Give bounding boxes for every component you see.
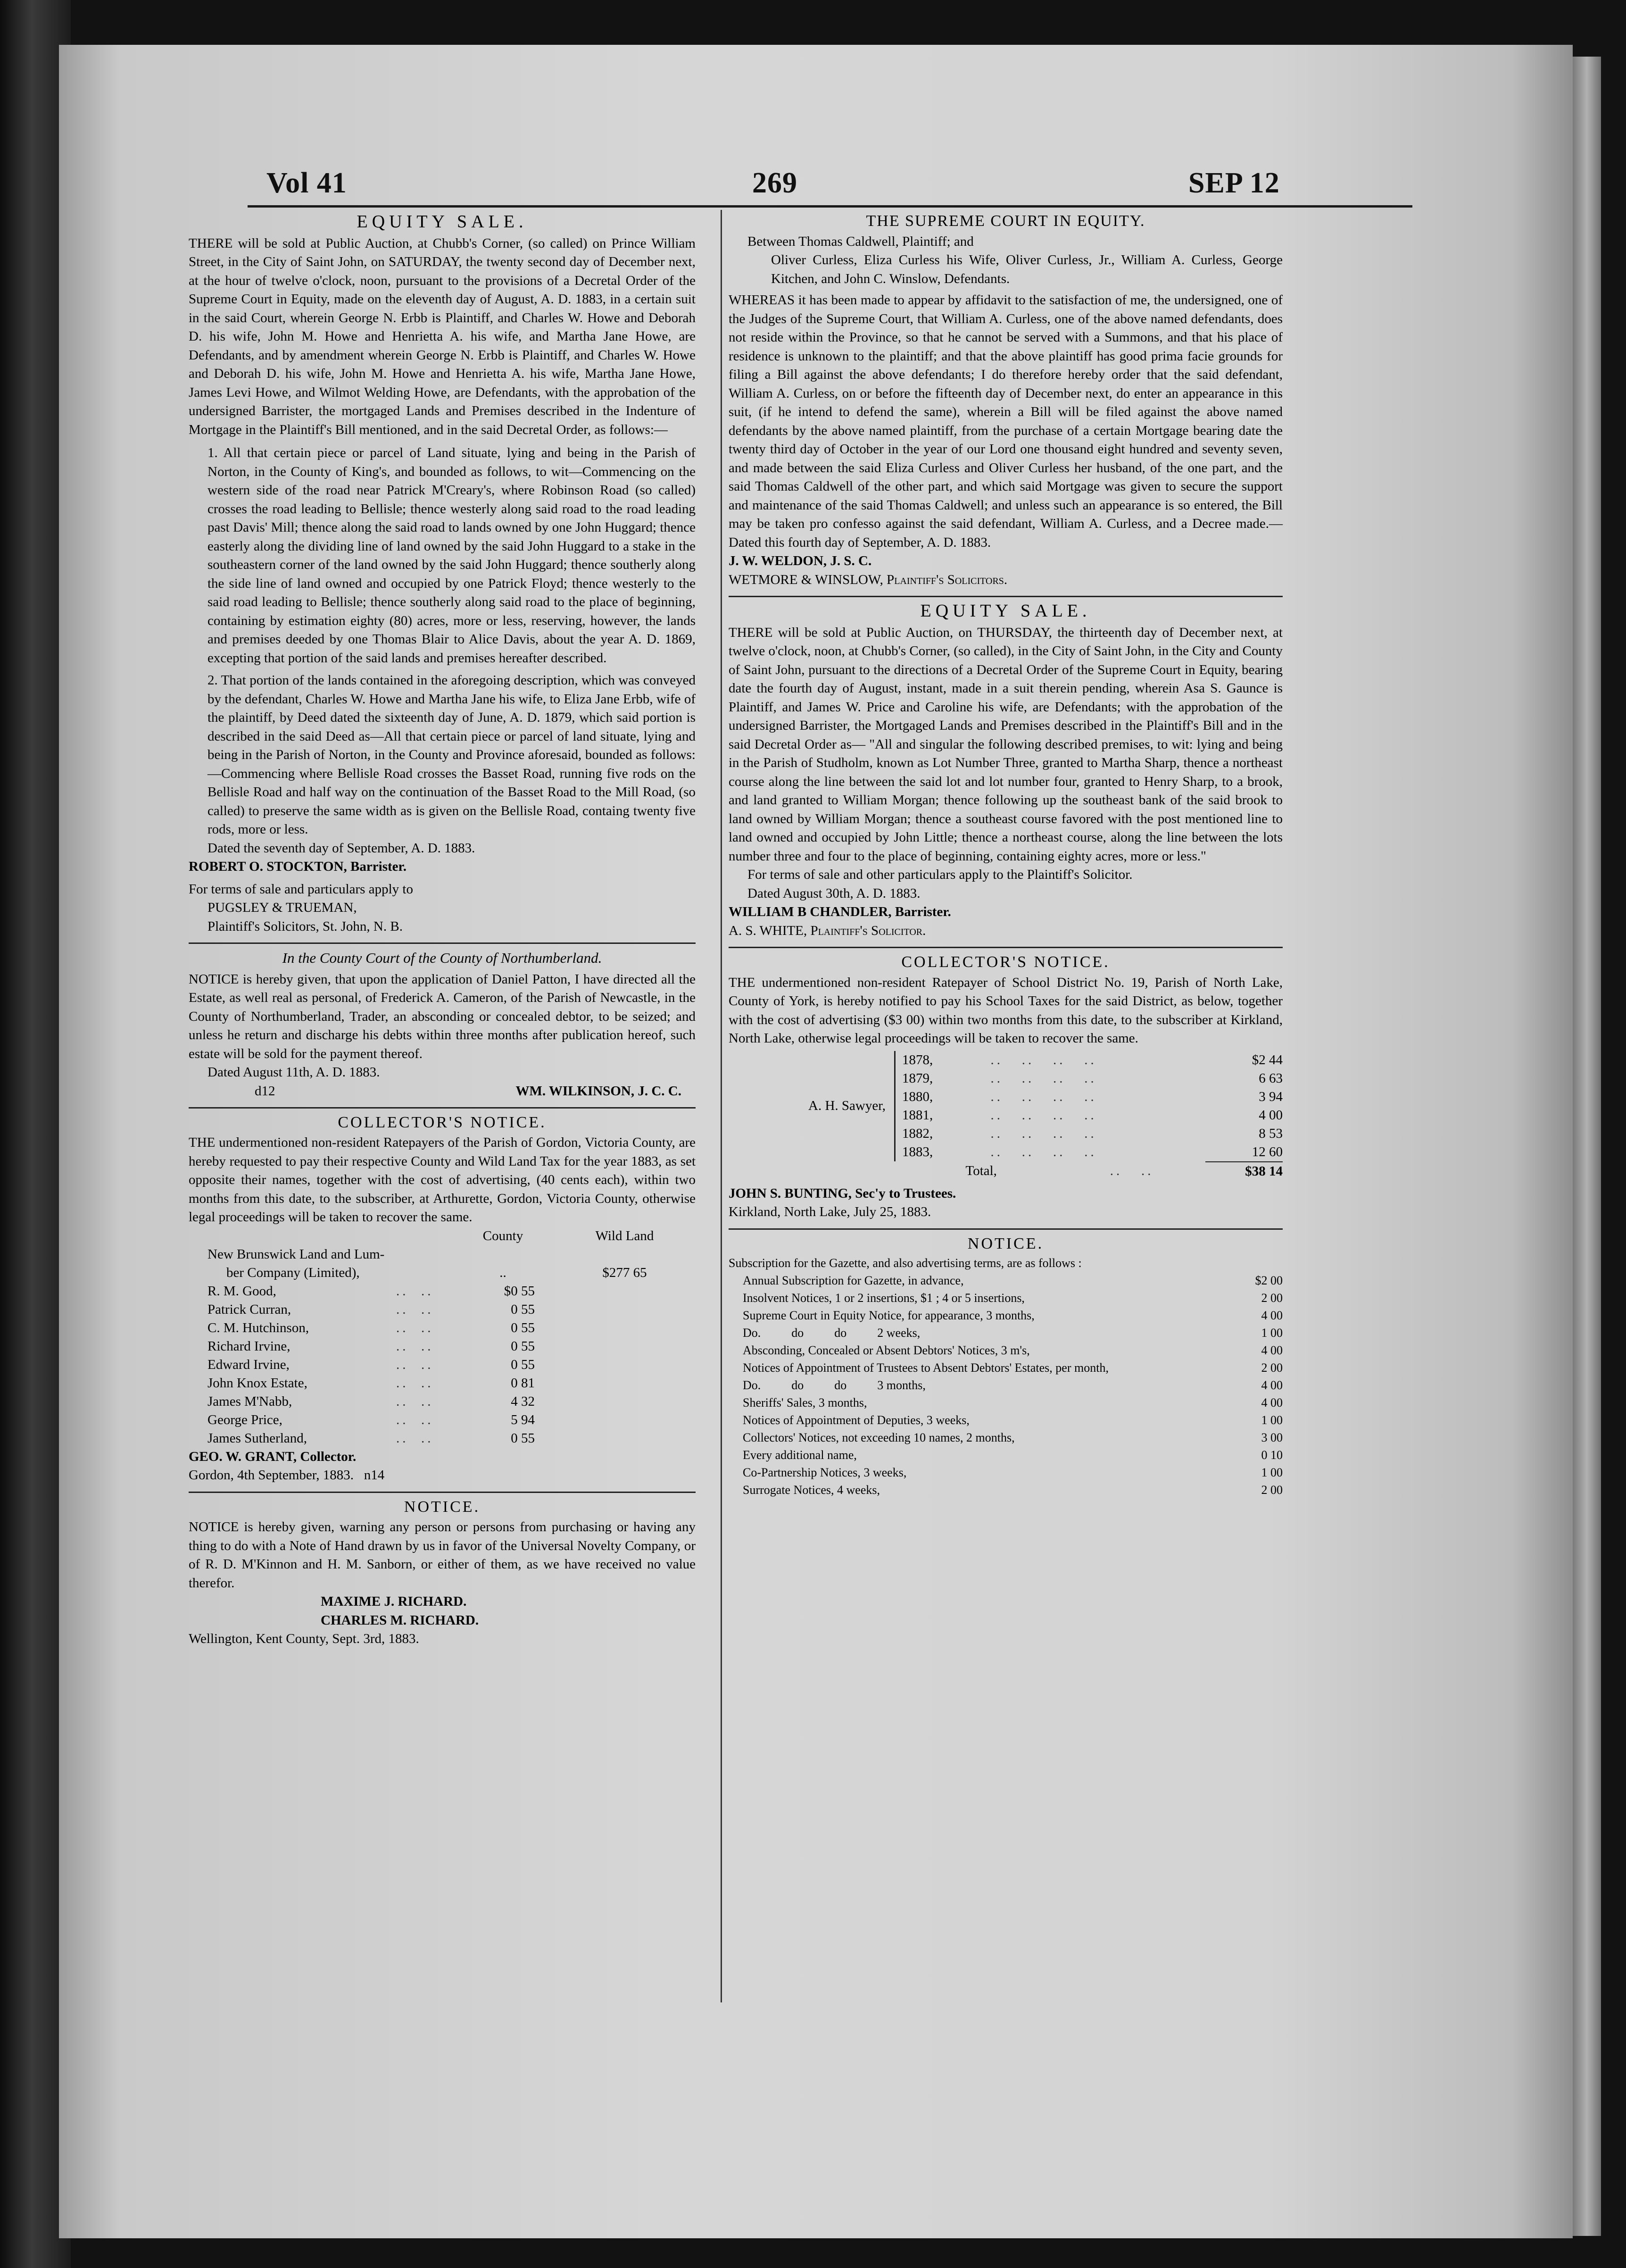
notice-title: NOTICE.: [404, 1498, 481, 1516]
equity-sale-firm: PUGSLEY & TRUEMAN,: [207, 900, 357, 915]
fee-item: Co-Partnership Notices, 3 weeks,: [743, 1466, 907, 1479]
fee-item: Absconding, Concealed or Absent Debtors' Notices, 3 m's,: [743, 1343, 1030, 1357]
table-row: [729, 1272, 1283, 1289]
table-row: [189, 1245, 696, 1264]
supreme-court-parties-2: Oliver Curless, Eliza Curless his Wife, Oliver Curless, Jr., William A. Curless, George Kitchen, and John C. Winslow, Defendants.: [771, 252, 1283, 286]
page-edge: [1573, 57, 1601, 2236]
ratepayer-name: Richard Irvine,: [207, 1338, 290, 1354]
county-tax-amount: 0 55: [511, 1320, 535, 1335]
company-line2: ber Company (Limited),: [226, 1265, 360, 1280]
collectors-notice2-place-date: Kirkland, North Lake, July 25, 1883.: [729, 1204, 931, 1219]
table-row: 1882, .. .. .. .. 8 53: [902, 1125, 1283, 1143]
equity-sale2-dated: Dated August 30th, A. D. 1883.: [747, 885, 921, 901]
tax-amount: 6 63: [1259, 1070, 1283, 1086]
table-row: [729, 1289, 1283, 1307]
table-row: Richard Irvine, .. .. 0 55: [189, 1337, 696, 1356]
company-wild-amount: $277 65: [602, 1265, 647, 1280]
county-tax-amount: 0 55: [511, 1357, 535, 1372]
county-tax-amount: 0 55: [511, 1338, 535, 1354]
table-row: [729, 1359, 1283, 1376]
notice-place-date: Wellington, Kent County, Sept. 3rd, 1883.: [189, 1631, 419, 1646]
fee-item: Sheriffs' Sales, 3 months,: [743, 1396, 867, 1409]
equity-sale2-solicitor: A. S. WHITE, Plaintiff's Solicitor.: [729, 923, 926, 938]
section-divider: [729, 947, 1283, 948]
county-court-signature-row: [189, 1082, 696, 1101]
section-divider: [189, 942, 696, 944]
supreme-court-parties-1: Between Thomas Caldwell, Plaintiff; and: [747, 233, 974, 249]
fee-price: 1 00: [1261, 1326, 1283, 1340]
table-row: [729, 1464, 1283, 1481]
collectors-notice-code: n14: [364, 1468, 385, 1483]
fee-item: Every additional name,: [743, 1448, 857, 1462]
supreme-court-signature: J. W. WELDON, J. S. C.: [729, 553, 872, 568]
equity-sale-title: EQUITY SALE.: [357, 212, 528, 232]
fee-price: 1 00: [1261, 1413, 1283, 1427]
table-row: 1878, .. .. .. .. $2 44: [902, 1051, 1283, 1069]
fee-price: 4 00: [1261, 1378, 1283, 1392]
gazette-fee-table: [729, 1272, 1283, 1499]
school-tax-rows: [902, 1051, 1283, 1161]
ratepayer-name: John Knox Estate,: [207, 1375, 307, 1391]
ratepayer-name: James Sutherland,: [207, 1430, 307, 1446]
tax-year: 1882,: [902, 1126, 933, 1141]
right-column: [729, 210, 1283, 1499]
supreme-court-solicitors: WETMORE & WINSLOW, Plaintiff's Solicitors.: [729, 572, 1008, 587]
notice-signature-2: CHARLES M. RICHARD.: [321, 1612, 479, 1628]
ratepayer-name: C. M. Hutchinson,: [207, 1320, 309, 1335]
equity-sale-para2: 2. That portion of the lands contained in the aforegoing description, which was conveyed by the defendant, Charles W. Howe and Martha Jane his wife, to Eliza Jane Erbb, wife of the plaintiff, by Deed dated the sixteenth day of June, A. D. 1879, which said portion is described in the said Deed as—All that certain piece or parcel of land situate, lying and being in the Parish of Norton, in the County and Province aforesaid, bounded as follows:—Commencing where Bellisle Road crosses the Basset Road, running five rods on the Bellisle Road and half way on the continuation of the Basset Road to the Mill Road, (so called) to preserve the same width as is given on the Bellisle Road, containg twenty five rods, more or less.: [207, 673, 696, 837]
total-label: Total,: [965, 1163, 997, 1178]
collectors-notice-title: COLLECTOR'S NOTICE.: [338, 1113, 547, 1131]
equity-sale-terms: For terms of sale and particulars apply to: [189, 881, 413, 897]
table-row: [729, 1446, 1283, 1464]
ratepayer-name: A. H. Sawyer,: [808, 1098, 886, 1113]
county-court-code: d12: [255, 1083, 275, 1099]
tax-year: 1880,: [902, 1089, 933, 1104]
fee-item: Surrogate Notices, 4 weeks,: [743, 1483, 880, 1497]
table-row: [729, 1429, 1283, 1446]
fee-price: 2 00: [1261, 1483, 1283, 1497]
equity-sale-signature: ROBERT O. STOCKTON, Barrister.: [189, 859, 406, 874]
notice2-title: NOTICE.: [967, 1234, 1044, 1252]
table-row: 1881, .. .. .. .. 4 00: [902, 1106, 1283, 1125]
left-column: [189, 210, 696, 1649]
col-wild-header: Wild Land: [595, 1228, 654, 1243]
section-divider: [729, 1228, 1283, 1230]
table-row: [729, 1394, 1283, 1411]
equity-sale2-title: EQUITY SALE.: [920, 601, 1091, 621]
fee-price: 2 00: [1261, 1361, 1283, 1375]
notice2-intro: Subscription for the Gazette, and also advertising terms, are as follows :: [729, 1256, 1082, 1270]
county-tax-amount: 5 94: [511, 1412, 535, 1427]
equity-sale-para1: 1. All that certain piece or parcel of Land situate, lying and being in the Parish of Norton, in the County of King's, and bounded as follows, to wit—Commencing on the western side of the road near Patrick M'Creary's, where Robinson Road (so called) crosses the road leading to Bellisle; thence westerly along said road to the road leading past Davis' Mill; thence along the said road to lands owned by one John Huggard; thence easterly along the dividing line of land owned by the said John Huggard to a stake in the southeastern corner of the land owned by the said John Huggard; thence southerly along the side line of land owned and occupied by one Patrick Floyd; thence westerly to the said road leading to Bellisle; thence southerly along said road to the place of beginning, containing by estimation eighty (80) acres, more or less, reserving, however, the lands and premises deeded by one Thomas Blair to Alice Davis, about the year A. D. 1869, excepting that portion of the said lands and premises hereafter described.: [207, 445, 696, 666]
county-tax-amount: $0 55: [504, 1283, 535, 1299]
county-court-heading: In the County Court of the County of Northumberland.: [282, 950, 602, 966]
table-row: 1879, .. .. .. .. 6 63: [902, 1069, 1283, 1088]
fee-item: Notices of Appointment of Deputies, 3 weeks,: [743, 1413, 970, 1427]
fee-item: Do. do do 2 weeks,: [743, 1326, 921, 1340]
fee-item: Insolvent Notices, 1 or 2 insertions, $1 ; 4 or 5 insertions,: [743, 1291, 1025, 1305]
table-row: Total, .. .. $38 14: [729, 1161, 1283, 1181]
company-line1: New Brunswick Land and Lum-: [207, 1246, 385, 1262]
supreme-court-title: THE SUPREME COURT IN EQUITY.: [866, 212, 1145, 230]
header-rule: [248, 205, 1412, 208]
tax-year: 1881,: [902, 1107, 933, 1123]
section-divider: [189, 1492, 696, 1493]
fee-item: Supreme Court in Equity Notice, for appearance, 3 months,: [743, 1309, 1035, 1322]
fee-price: 4 00: [1261, 1396, 1283, 1409]
ratepayer-name: Patrick Curran,: [207, 1301, 291, 1317]
county-tax-amount: 4 32: [511, 1393, 535, 1409]
equity-sale-intro: THERE will be sold at Public Auction, at Chubb's Corner, (so called) on Prince William Street, in the City of Saint John, on SATURDAY, the twenty second day of December next, at the hour of twelve o'clock, noon, pursuant to the provisions of a Decretal Order of the Supreme Court in Equity, made on the eleventh day of August, A. D. 1883, in a certain suit in the said Court, wherein George N. Erbb is Plaintiff, and Charles W. Howe and Deborah D. his wife, John M. Howe and Henrietta A. his wife, and Martha Jane Howe, are Defendants, and by amendment wherein George N. Erbb is Plaintiff, and Charles W. Howe and Deborah D. his wife, John M. Howe and Henrietta A. his wife, Martha Jane Howe, James Levi Howe, and Wilmot Welding Howe, are Defendants, with the approbation of the undersigned Barrister, the mortgaged Lands and Premises described in the Indenture of Mortgage in the Plaintiff's Bill mentioned, and in the said Decretal Order, as follows:—: [189, 235, 696, 437]
equity-sale2-body: THERE will be sold at Public Auction, on THURSDAY, the thirteenth day of December next, at twelve o'clock, noon, at Chubb's Corner, (so called), in the City of Saint John, in the City and County of Saint John, pursuant to the directions of a Decretal Order of the Supreme Court in Equity, bearing date the fourth day of August, instant, made in a suit therein pending, wherein Asa S. Gaunce is Plaintiff, and James W. Price and Caroline his wife, are Defendants; with the approbation of the undersigned Barrister, the Mortgaged Lands and Premises described in the Plaintiff's Bill and in the said Decretal Order as— "All and singular the following described premises, to wit: lying and being in the Parish of Studholm, known as Lot Number Three, granted to Martha Sharp, thence a northeast course along the line between the said lot and lot number four, granted to Henry Sharp, to a brook, and land granted to William Morgan; thence following up the southeast bank of the said brook to land owned by William Morgan; thence a southeast course favored with the post mentioned line to land owned and occupied by John Little; thence a northeast course, along the line between the lots number three and four to the place of beginning, containing eighty acres, more or less.": [729, 625, 1283, 864]
table-row: R. M. Good, .. .. $0 55: [189, 1282, 696, 1301]
equity-sale-firm-role: Plaintiff's Solicitors, St. John, N. B.: [207, 918, 403, 934]
fee-price: $2 00: [1255, 1274, 1283, 1287]
equity-sale2-terms: For terms of sale and other particulars apply to the Plaintiff's Solicitor.: [747, 867, 1133, 882]
section-divider: [189, 1107, 696, 1109]
ratepayer-name: Edward Irvine,: [207, 1357, 290, 1372]
county-court-body: NOTICE is hereby given, that upon the application of Daniel Patton, I have directed all the Estate, as well real as personal, of Frederick A. Cameron, of the Parish of Newcastle, in the County of Northumberland, Trader, an absconding or concealed debtor, to be seized; and unless he return and discharge his debts within three months after publication hereof, such estate will be sold for the payment thereof.: [189, 971, 696, 1061]
notice-signature-1: MAXIME J. RICHARD.: [321, 1594, 467, 1609]
tax-amount: 4 00: [1259, 1107, 1283, 1123]
collectors-notice-signature: GEO. W. GRANT, Collector.: [189, 1449, 357, 1464]
county-tax-amount: 0 55: [511, 1301, 535, 1317]
collectors-notice2-signature: JOHN S. BUNTING, Sec'y to Trustees.: [729, 1185, 956, 1201]
fee-item: Notices of Appointment of Trustees to Absent Debtors' Estates, per month,: [743, 1361, 1109, 1375]
collectors-notice-place-date: Gordon, 4th September, 1883.: [189, 1468, 354, 1483]
county-court-dated: Dated August 11th, A. D. 1883.: [207, 1065, 380, 1080]
county-court-signature: WM. WILKINSON, J. C. C.: [515, 1083, 681, 1099]
fee-price: 4 00: [1261, 1309, 1283, 1322]
column-divider: [721, 210, 722, 2002]
table-row: 1880, .. .. .. .. 3 94: [902, 1088, 1283, 1106]
table-row: 1883, .. .. .. .. 12 60: [902, 1143, 1283, 1161]
fee-price: 3 00: [1261, 1431, 1283, 1444]
fee-item: Do. do do 3 months,: [743, 1378, 926, 1392]
table-row: [729, 1376, 1283, 1394]
fee-price: 0 10: [1261, 1448, 1283, 1462]
equity-sale-dated: Dated the seventh day of September, A. D. 1883.: [207, 840, 475, 856]
collectors-notice2-body: THE undermentioned non-resident Ratepayer of School District No. 19, Parish of North Lake, County of York, is hereby notified to pay his School Taxes for the said District, as below, together with the cost of advertising ($3 00) within two months from this date, to the subscriber at Kirkland, North Lake, otherwise legal proceedings will be taken to recover the same.: [729, 975, 1283, 1046]
collectors-notice2-title: COLLECTOR'S NOTICE.: [901, 953, 1110, 971]
table-row: [729, 1481, 1283, 1499]
fee-price: 4 00: [1261, 1343, 1283, 1357]
tax-amount: 3 94: [1259, 1089, 1283, 1104]
table-row: [729, 1324, 1283, 1342]
tax-amount: 8 53: [1259, 1126, 1283, 1141]
issue-date: SEP 12: [1188, 167, 1280, 199]
collectors-tax-table: [189, 1227, 696, 1282]
equity-sale2-signature: WILLIAM B CHANDLER, Barrister.: [729, 904, 951, 919]
volume-label: Vol 41: [266, 167, 347, 199]
table-row: [729, 1342, 1283, 1359]
tax-year: 1883,: [902, 1144, 933, 1159]
table-row: [729, 1307, 1283, 1324]
table-row: George Price, .. .. 5 94: [189, 1411, 696, 1429]
table-row: Edward Irvine, .. .. 0 55: [189, 1356, 696, 1374]
table-row: [729, 1411, 1283, 1429]
tax-amount: $2 44: [1252, 1052, 1283, 1067]
table-row: C. M. Hutchinson, .. .. 0 55: [189, 1319, 696, 1337]
ratepayer-name: James M'Nabb,: [207, 1393, 292, 1409]
ratepayer-name: George Price,: [207, 1412, 282, 1427]
col-county-header: County: [482, 1228, 523, 1243]
county-tax-amount: 0 81: [511, 1375, 535, 1391]
tax-amount: 12 60: [1252, 1144, 1283, 1159]
tax-year: 1879,: [902, 1070, 933, 1086]
table-row: James Sutherland, .. .. 0 55: [189, 1429, 696, 1448]
table-row: Patrick Curran, .. .. 0 55: [189, 1301, 696, 1319]
ratepayer-name: R. M. Good,: [207, 1283, 276, 1299]
collectors-notice-body: THE undermentioned non-resident Ratepayers of the Parish of Gordon, Victoria County, are hereby requested to pay their respective County and Wild Land Tax for the year 1883, as set opposite their names, together with the cost of advertising, (40 cents each), within two months from this date, to the subscriber, at Arthurette, Gordon, Victoria County, otherwise legal proceedings will be taken to recover the same.: [189, 1135, 696, 1225]
table-header-row: [189, 1227, 696, 1245]
table-row: John Knox Estate, .. .. 0 81: [189, 1374, 696, 1392]
section-divider: [729, 596, 1283, 597]
collectors-tax-rows: [189, 1282, 696, 1448]
table-row: James M'Nabb, .. .. 4 32: [189, 1392, 696, 1411]
page-number: 269: [752, 167, 797, 199]
supreme-court-body: WHEREAS it has been made to appear by affidavit to the satisfaction of me, the undersigned, one of the Judges of the Supreme Court, that William A. Curless, one of the above named defendants, does not reside within the Province, so that he cannot be served with a Summons, and that his place of residence is unknown to the plaintiff; and that the above plaintiff has good prima facie grounds for filing a Bill against the above defendants; I do therefore hereby order that the said defendant, William A. Curless, on or before the fifteenth day of December next, do enter an appearance in this suit, (if he intend to defend the same), wherein a Bill will be filed against the above named defendants by the above named plaintiff, from the purchase of a certain Mortgage bearing date the twenty third day of October in the year of our Lord one thousand eight hundred and seventy seven, and made between the said Eliza Curless and Oliver Curless her husband, of the one part, and the said Thomas Caldwell of the other part, and which said Mortgage was given to secure the support and maintenance of the said Thomas Caldwell; and unless such an appearance is so entered, the Bill may be taken pro confesso against the said defendant, William A. Curless, and a Decree made.—Dated this fourth day of September, A. D. 1883.: [729, 292, 1283, 550]
fee-price: 2 00: [1261, 1291, 1283, 1305]
tax-year: 1878,: [902, 1052, 933, 1067]
table-row: ber Company (Limited), .. $277 65: [189, 1264, 696, 1282]
fee-price: 1 00: [1261, 1466, 1283, 1479]
fee-item: Annual Subscription for Gazette, in advance,: [743, 1274, 964, 1287]
fee-item: Collectors' Notices, not exceeding 10 names, 2 months,: [743, 1431, 1015, 1444]
notice-body: NOTICE is hereby given, warning any person or persons from purchasing or having any thing to do with a Note of Hand drawn by us in favor of the Universal Novelty Company, or of R. D. M'Kinnon and H. M. Sanborn, or either of them, as we have received no value therefor.: [189, 1519, 696, 1591]
school-tax-table: [729, 1051, 1283, 1181]
county-tax-amount: 0 55: [511, 1430, 535, 1446]
total-amount: $38 14: [1205, 1162, 1283, 1181]
